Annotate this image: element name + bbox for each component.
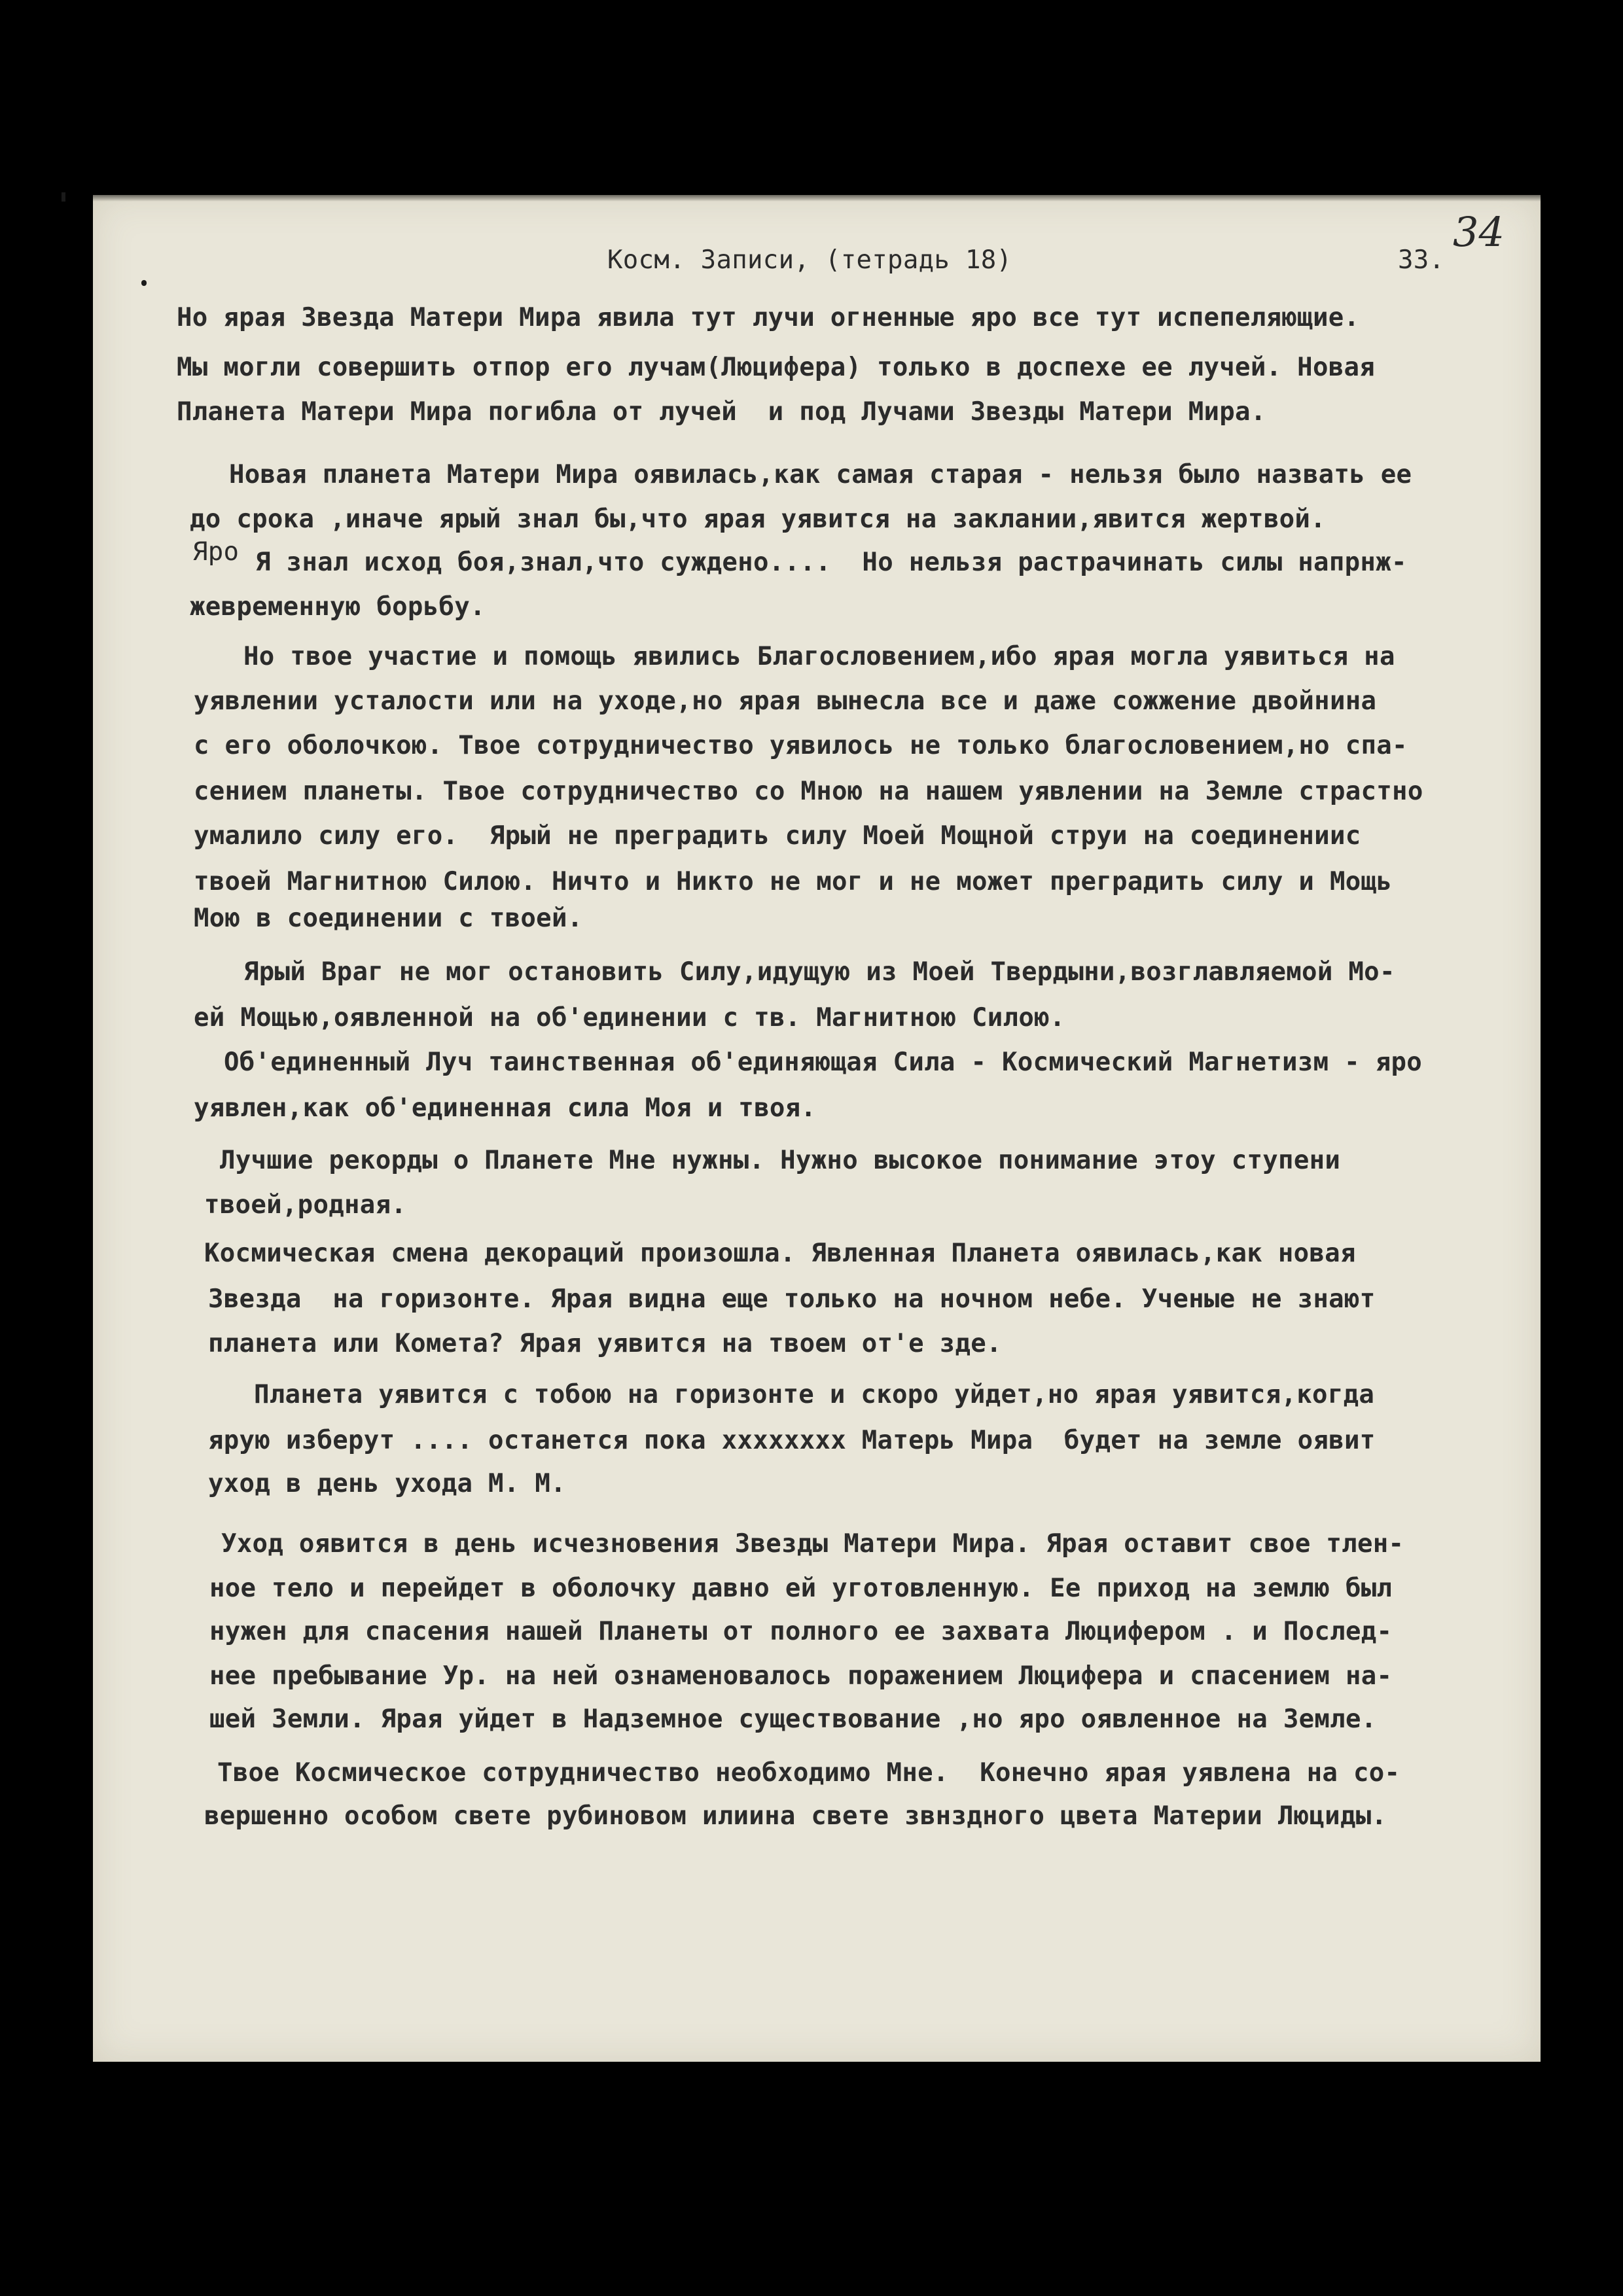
handwritten-page-number: 34 — [1453, 208, 1505, 256]
text-line: планета или Комета? Ярая уявится на твоем от'е зде. — [208, 1329, 1002, 1358]
left-margin-mark — [141, 280, 147, 286]
text-line: Звезда на горизонте. Ярая видна еще только на ночном небе. Ученые не знают — [208, 1284, 1376, 1314]
text-line: с его оболочкою. Твое сотрудничество уявилось не только благословением,но спа- — [194, 731, 1408, 760]
text-line: Планета уявится с тобою на горизонте и скоро уйдет,но ярая уявится,когда — [254, 1380, 1375, 1409]
top-left-mark — [62, 192, 65, 202]
text-line: до срока ,иначе ярый знал бы,что ярая уявится на заклании,явится жертвой. — [190, 504, 1326, 534]
text-line: ярую изберут .... останется пока хххххххх Матерь Мира будет на земле оявит — [208, 1426, 1376, 1455]
text-line: Уход оявится в день исчезновения Звезды Матери Мира. Ярая оставит свое тлен- — [221, 1529, 1404, 1559]
text-line: сением планеты. Твое сотрудничество со Мною на нашем уявлении на Земле страстно — [194, 777, 1423, 806]
page-title: Косм. Записи, (тетрадь 18) — [607, 245, 1012, 275]
text-line: вершенно особом свете рубиновом илиина свете звнздного цвета Материи Люциды. — [204, 1801, 1387, 1831]
text-line: нужен для спасения нашей Планеты от полного ее захвата Люцифером . и Послед- — [209, 1617, 1393, 1646]
text-line: Планета Матери Мира погибла от лучей и под Лучами Звезды Матери Мира. — [177, 397, 1266, 427]
text-line: уявлении усталости или на уходе,но ярая вынесла все и даже сожжение двойнина — [194, 686, 1377, 716]
text-line: твоей,родная. — [204, 1190, 407, 1220]
text-line: Ярый Враг не мог остановить Силу,идущую из Моей Твердыни,возглавляемой Мо- — [243, 957, 1395, 987]
text-line: Мою в соединении с твоей. — [194, 904, 583, 933]
text-line: Мы могли совершить отпор его лучам(Люцифера) только в доспехе ее лучей. Новая — [177, 353, 1376, 382]
text-line: нее пребывание Ур. на ней ознаменовалось поражением Люцифера и спасением на- — [209, 1661, 1393, 1691]
text-line-annotation: Яро — [192, 537, 240, 567]
text-line: Лучшие рекорды о Планете Мне нужны. Нужно высокое понимание этоу ступени — [220, 1146, 1341, 1175]
text-line: Но твое участие и помощь явились Благословением,ибо ярая могла уявиться на — [243, 642, 1395, 671]
text-line: Космическая смена декораций произошла. Явленная Планета оявилась,как новая — [204, 1239, 1356, 1268]
text-line: жевременную борьбу. — [190, 592, 486, 622]
text-line: Твое Космическое сотрудничество необходимо Мне. Конечно ярая уявлена на со- — [217, 1758, 1400, 1788]
typewritten-page — [93, 195, 1541, 2062]
page-number: 33. — [1398, 245, 1445, 275]
text-line: ей Мощью,оявленной на об'единении с тв. Магнитною Силою. — [194, 1003, 1065, 1033]
text-line: уход в день ухода М. М. — [208, 1469, 566, 1498]
text-line: Новая планета Матери Мира оявилась,как самая старая - нельзя было назвать ее — [229, 460, 1412, 489]
text-line: Я знал исход боя,знал,что суждено.... Но нельзя растрачинать силы напрнж- — [255, 548, 1407, 577]
text-line: Об'единенный Луч таинственная об'единяющая Сила - Космический Магнетизм - яро — [224, 1048, 1423, 1077]
text-line: ное тело и перейдет в оболочку давно ей уготовленную. Ее приход на землю был — [209, 1574, 1393, 1603]
text-line: твоей Магнитною Силою. Ничто и Никто не мог и не может преградить силу и Мощь — [194, 867, 1393, 896]
text-line: умалило силу его. Ярый не преградить силу Моей Мощной струи на соединениис — [194, 821, 1361, 851]
text-line: шей Земли. Ярая уйдет в Надземное существование ,но яро оявленное на Земле. — [209, 1704, 1377, 1734]
text-line: уявлен,как об'единенная сила Моя и твоя. — [194, 1093, 817, 1123]
text-line: Но ярая Звезда Матери Мира явила тут лучи огненные яро все тут испепеляющие. — [177, 303, 1360, 332]
